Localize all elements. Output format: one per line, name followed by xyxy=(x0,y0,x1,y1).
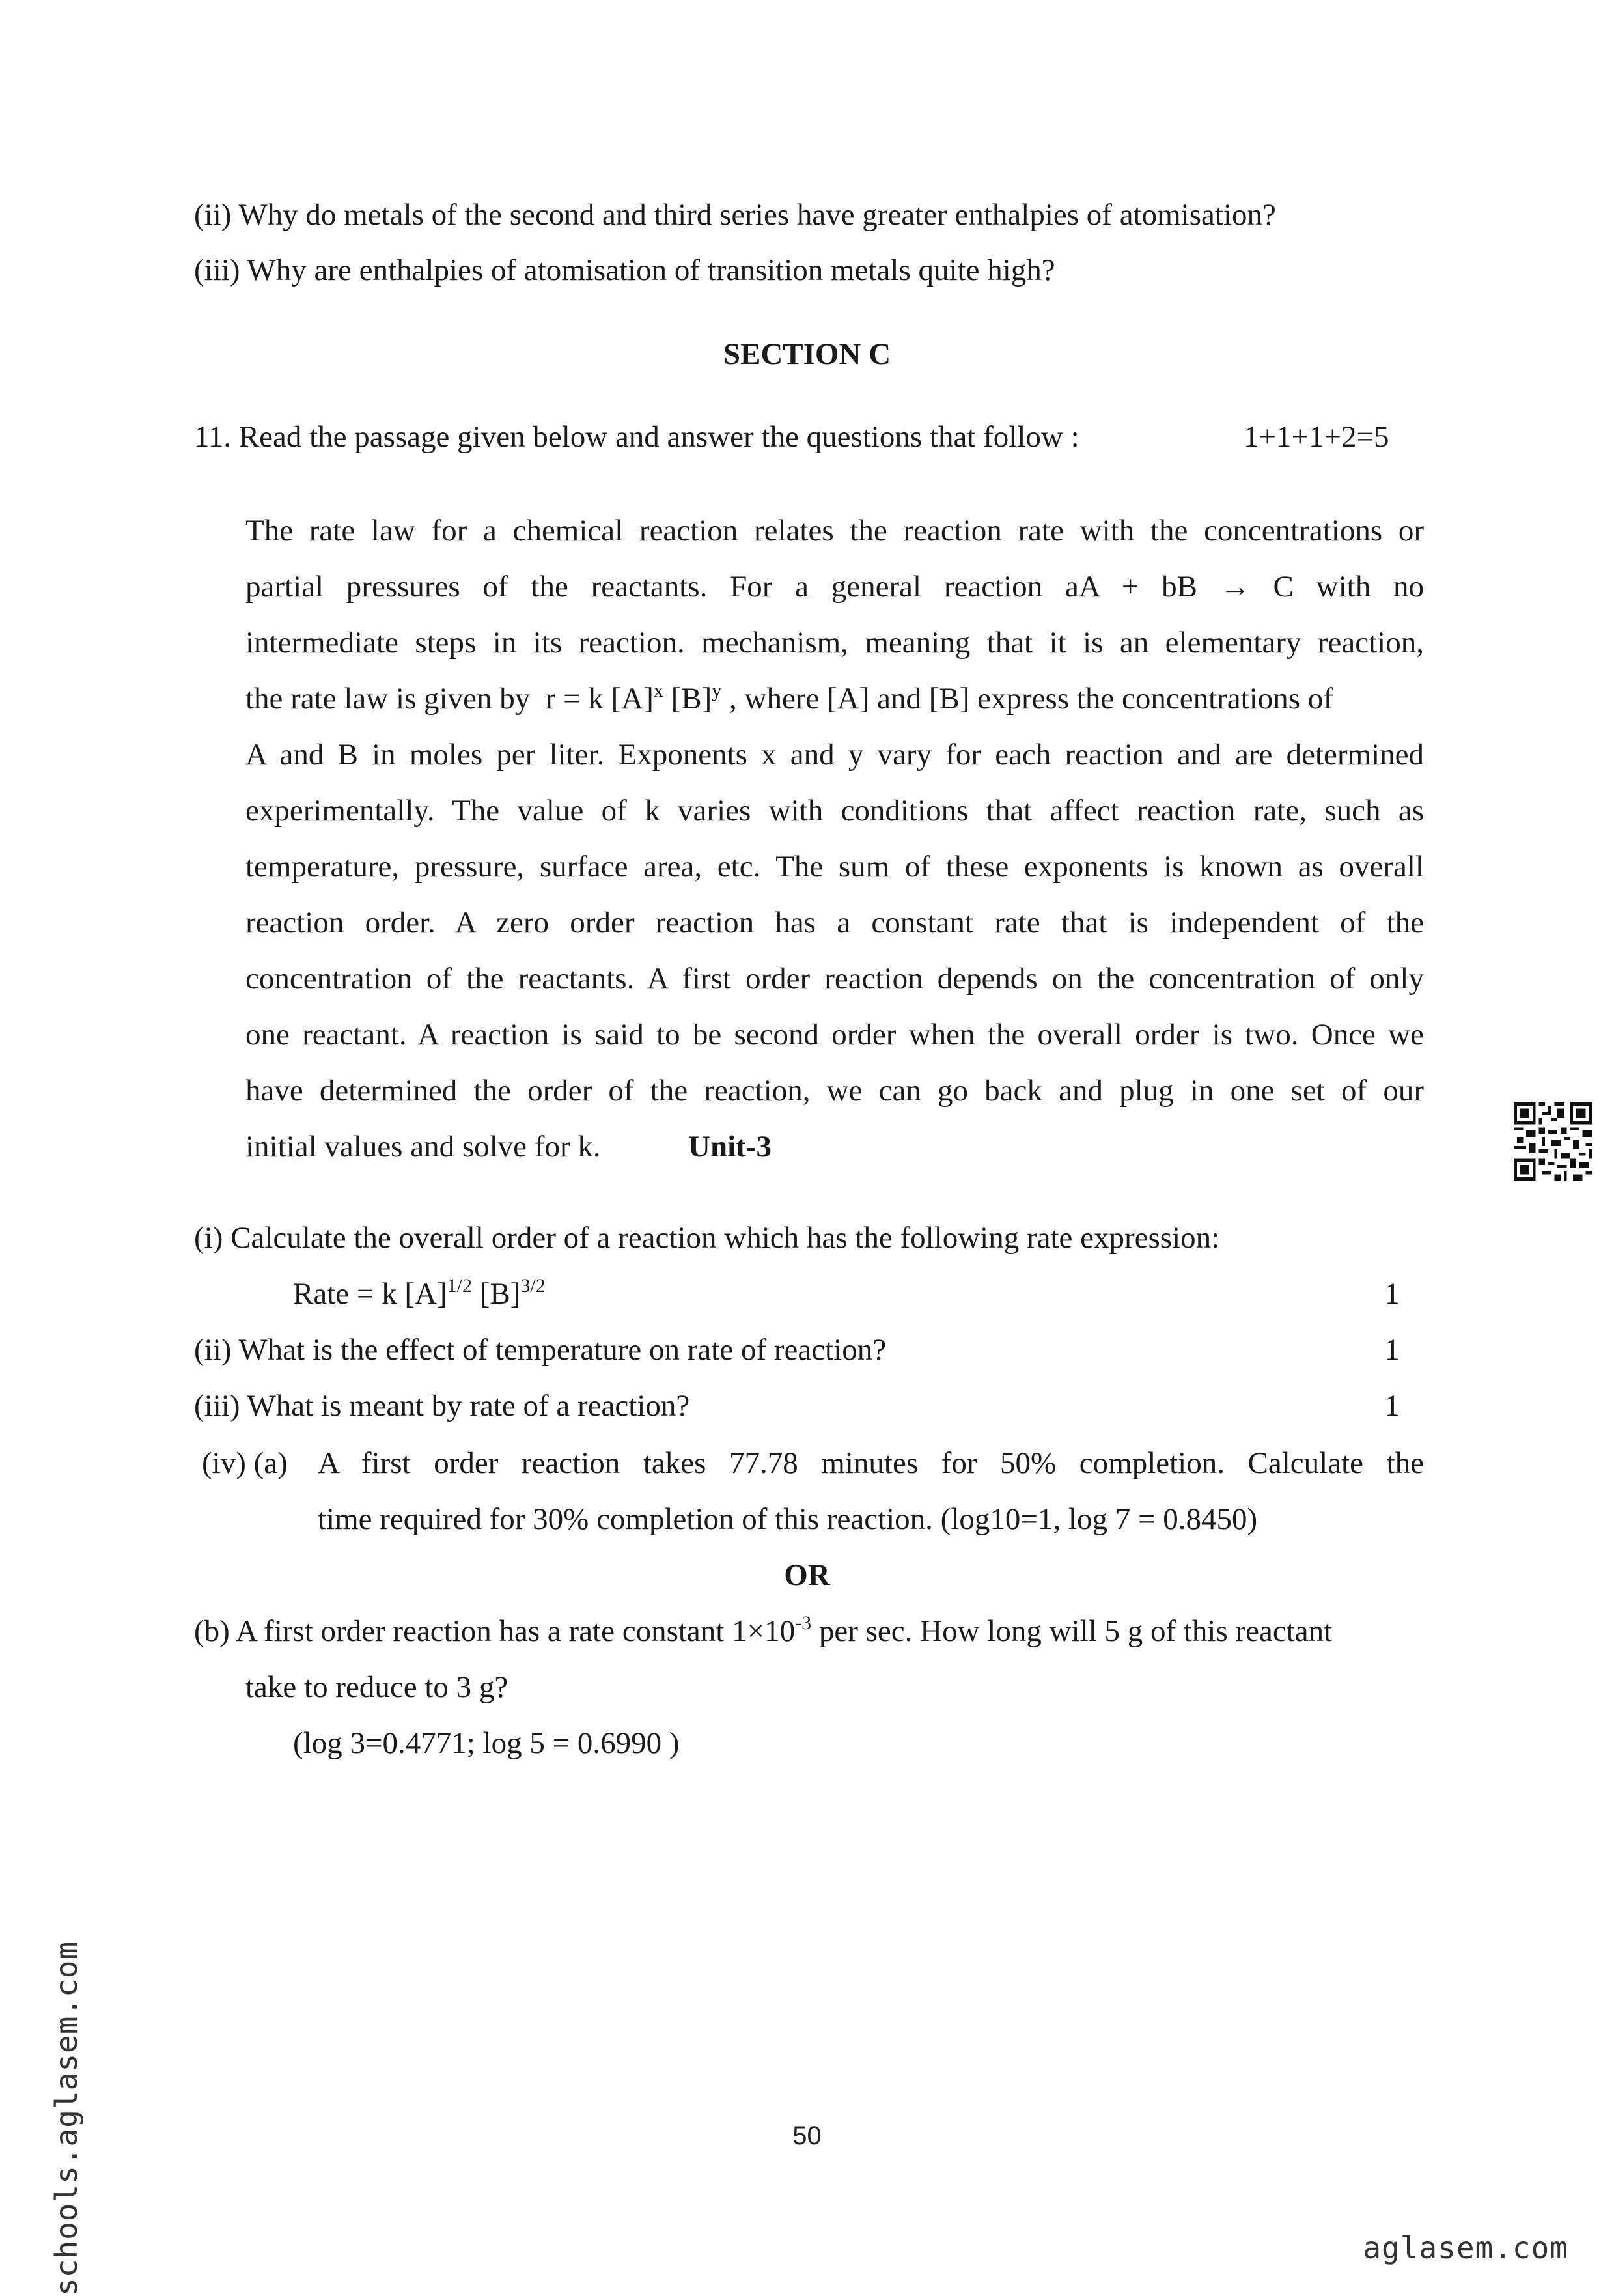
passage-line-11: have determined the order of the reaction, we can go back and plug in one set of our xyxy=(245,1074,1424,1108)
watermark-side: schools.aglasem.com xyxy=(49,1940,84,2296)
question-11-iv-b-line-1: (b) A first order reaction has a rate constant $1\times 10^{-3}$ per sec. How long will 5 g of this reactant xyxy=(194,1612,1333,1648)
rate-law-equation: r = k $[A]^x$ $[B]^y$ xyxy=(545,680,722,716)
question-11-iii: (iii) What is meant by rate of a reaction? xyxy=(194,1389,690,1423)
question-11-ii: (ii) What is the effect of temperature on rate of reaction? xyxy=(194,1333,887,1367)
page-number: 50 xyxy=(792,2121,822,2150)
question-10-iii: (iii) Why are enthalpies of atomisation of transition metals quite high? xyxy=(194,253,1055,287)
question-11-heading: 11. Read the passage given below and answer the questions that follow : xyxy=(194,420,1079,454)
passage-line-2 xyxy=(245,567,1424,606)
unit-label: Unit-3 xyxy=(688,1130,772,1164)
passage-line-2-tail: with no xyxy=(1316,570,1424,604)
question-11-iv-b-line-2: take to reduce to 3 g? xyxy=(245,1670,508,1704)
rate-law-intro: the rate law is given by xyxy=(245,682,531,716)
watermark-bottom: aglasem.com xyxy=(1363,2230,1568,2265)
passage-line-4 xyxy=(245,679,1424,718)
mark-11-i: 1 xyxy=(1384,1277,1400,1311)
passage-line-3: intermediate steps in its reaction. mechanism, meaning that it is an elementary reaction, xyxy=(245,626,1424,660)
section-title: SECTION C xyxy=(723,337,891,371)
question-11-i: (i) Calculate the overall order of a reaction which has the following rate expression: xyxy=(194,1221,1220,1255)
mark-11-ii: 1 xyxy=(1384,1333,1400,1367)
passage-line-6: experimentally. The value of k varies with conditions that affect reaction rate, such as xyxy=(245,794,1424,828)
question-11-iv-a-line-1: A first order reaction takes 77.78 minutes for 50% completion. Calculate the xyxy=(318,1446,1424,1480)
passage-line-12: initial values and solve for k. xyxy=(245,1130,601,1164)
passage-line-1: The rate law for a chemical reaction relates the reaction rate with the concentrations or xyxy=(245,514,1424,548)
mark-11-iii: 1 xyxy=(1384,1389,1400,1423)
or-separator: OR xyxy=(784,1558,830,1592)
qr-code-icon xyxy=(1514,1102,1592,1181)
rate-law-explanation: , where [A] and [B] express the concentrations of xyxy=(729,682,1333,716)
passage-line-10: one reactant. A reaction is said to be second order when the overall order is two. Once we xyxy=(245,1018,1424,1052)
question-11-marks: 1+1+1+2=5 xyxy=(1244,420,1389,454)
question-11-iv-label: (iv) (a) xyxy=(202,1446,288,1480)
passage-line-2-words: partial pressures of the reactants. For a general reaction xyxy=(245,570,1043,604)
question-10-ii: (ii) Why do metals of the second and third series have greater enthalpies of atomisation? xyxy=(194,198,1276,232)
question-11-iv-b-line-3: (log 3=0.4771; log 5 = 0.6990 ) xyxy=(293,1726,680,1760)
passage-line-8: reaction order. A zero order reaction has a constant rate that is independent of the xyxy=(245,906,1424,940)
reaction-equation: aA + bB → C xyxy=(1064,570,1294,604)
passage-line-7: temperature, pressure, surface area, etc. The sum of these exponents is known as overall xyxy=(245,850,1424,884)
passage-line-9: concentration of the reactants. A first order reaction depends on the concentration of only xyxy=(245,962,1424,996)
passage-line-5: A and B in moles per liter. Exponents x and y vary for each reaction and are determined xyxy=(245,738,1424,772)
rate-expression: Rate = k $[A]^{1/2}$ $[B]^{3/2}$ xyxy=(293,1275,546,1311)
question-11-iv-a-line-2: time required for 30% completion of this reaction. (log10=1, log 7 = 0.8450) xyxy=(318,1502,1258,1536)
